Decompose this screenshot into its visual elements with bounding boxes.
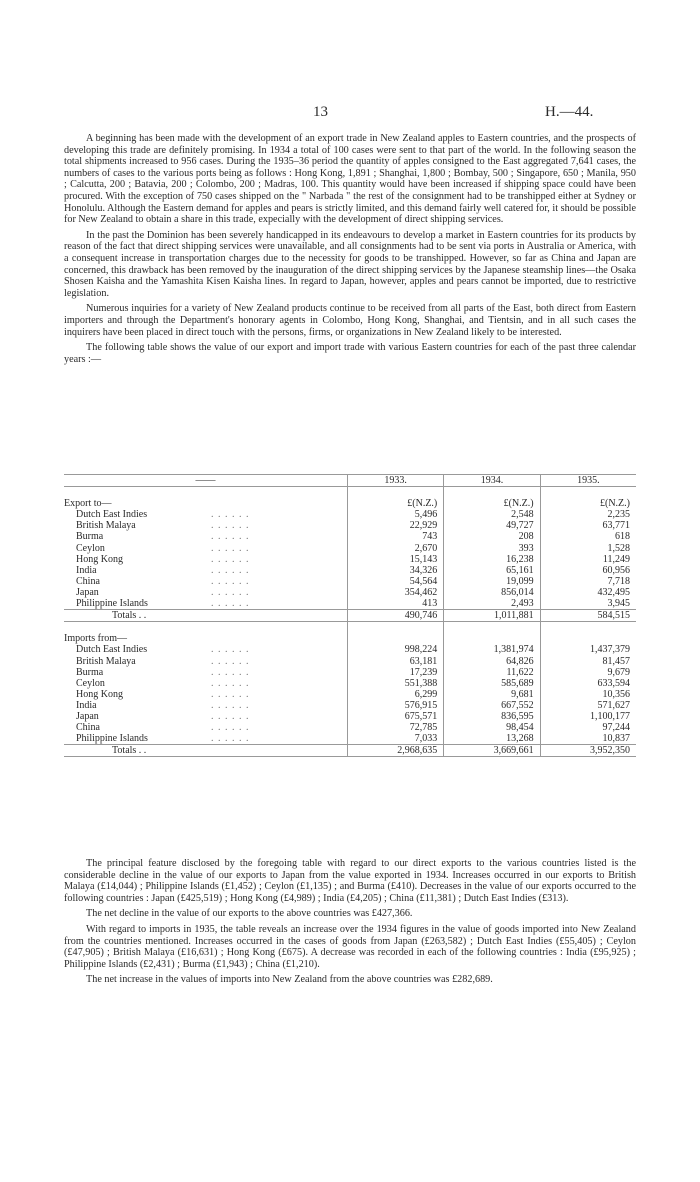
paragraph-table-intro: The following table shows the value of our export and import trade with various Eastern countries for each of the past three calendar years :— [64,342,636,365]
country-name: China [76,575,100,587]
country-name: Ceylon [76,677,105,689]
value-cell: 64,826 [444,656,540,667]
value-cell: 1,100,177 [540,711,636,722]
value-cell: 1,528 [540,543,636,554]
paragraph-import-net: The net increase in the values of imports into New Zealand from the above countries was £282,689. [86,974,493,986]
export-title-row [64,498,636,509]
import-section-title: Imports from— [64,633,128,645]
value-cell: 2,548 [444,509,540,520]
document-reference: H.—44. [545,104,594,120]
value-cell: 54,564 [347,576,443,587]
country-cell [64,678,347,689]
value-cell: 208 [444,531,540,542]
value-cell: 571,627 [540,700,636,711]
value-cell: 7,718 [540,576,636,587]
value-cell: 2,493 [444,598,540,610]
total-value: 2,968,635 [347,745,443,757]
value-cell: 17,239 [347,667,443,678]
year-header: 1933. [347,475,443,487]
value-cell: 1,437,379 [540,644,636,655]
page-header [0,104,700,124]
value-cell: 5,496 [347,509,443,520]
value-cell: 576,915 [347,700,443,711]
country-cell [64,598,347,610]
leader-dots: . . . . . . [211,520,250,532]
leader-dots: . . . . . . [211,688,250,700]
export-row [64,576,636,587]
value-cell: 65,161 [444,565,540,576]
leader-dots: . . . . . . [211,699,250,711]
value-cell: 618 [540,531,636,542]
value-cell: 10,356 [540,689,636,700]
value-cell: 856,014 [444,587,540,598]
country-cell [64,700,347,711]
trade-table [64,474,636,757]
value-cell: 34,326 [347,565,443,576]
country-name: Burma [76,666,104,678]
totals-label: Totals . . [64,610,347,622]
leader-dots: . . . . . . [211,575,250,587]
value-cell: 354,462 [347,587,443,598]
value-cell: 675,571 [347,711,443,722]
country-cell [64,509,347,520]
total-value: 1,011,881 [444,610,540,622]
country-cell [64,722,347,733]
country-cell [64,711,347,722]
country-name: India [76,564,97,576]
country-cell [64,554,347,565]
country-name: India [76,699,97,711]
paragraph-export-net: The net decline in the value of our exports to the above countries was £427,366. [86,908,413,920]
import-totals-row [64,745,636,757]
import-row [64,711,636,722]
value-cell: 6,299 [347,689,443,700]
value-cell: 743 [347,531,443,542]
country-cell [64,531,347,542]
paragraph-import-analysis: With regard to imports in 1935, the table reveals an increase over the 1934 figures in the value of goods imported into New Zealand from the countries mentioned. Increases occurred in the cases of goods from Japan (£263,582) ; Dutch East Indies (£55,405) ; Ceylon (£47,905) ; British Malaya (£16,631) ; Hong Kong (£675). A decrease was recorded in each of the following countries : India (£95,925) ; Philippine Islands (£2,431) ; Burma (£1,943) ; China (£1,210). [64,923,636,970]
country-cell [64,565,347,576]
leader-dots: . . . . . . [211,722,250,734]
country-name: Hong Kong [76,553,123,565]
country-cell [64,644,347,655]
intro-text [64,133,636,369]
value-cell: 49,727 [444,520,540,531]
table-header-row [64,475,636,487]
country-cell [64,667,347,678]
leader-dots: . . . . . . [211,586,250,598]
value-cell: 63,181 [347,656,443,667]
import-row [64,733,636,745]
export-row [64,509,636,520]
value-cell: 13,268 [444,733,540,745]
country-cell [64,656,347,667]
country-name: Japan [76,586,99,598]
unit-label: £(N.Z.) [347,498,443,509]
export-row [64,543,636,554]
value-cell: 11,622 [444,667,540,678]
total-value: 584,515 [540,610,636,622]
value-cell: 1,381,974 [444,644,540,655]
leader-dots: . . . . . . [211,542,250,554]
country-name: Japan [76,710,99,722]
value-cell: 413 [347,598,443,610]
leader-dots: . . . . . . [211,677,250,689]
import-row [64,700,636,711]
country-name: British Malaya [76,520,136,532]
value-cell: 16,238 [444,554,540,565]
country-cell [64,520,347,531]
export-row [64,598,636,610]
value-cell: 393 [444,543,540,554]
leader-dots: . . . . . . [211,598,250,610]
value-cell: 22,929 [347,520,443,531]
value-cell: 97,244 [540,722,636,733]
value-cell: 7,033 [347,733,443,745]
total-value: 3,952,350 [540,745,636,757]
value-cell: 9,679 [540,667,636,678]
export-totals-row [64,610,636,622]
unit-label: £(N.Z.) [540,498,636,509]
leader-dots: . . . . . . [211,531,250,543]
totals-label: Totals . . [64,745,347,757]
paragraph-inquiries: Numerous inquiries for a variety of New Zealand products continue to be received from all parts of the East, both direct from Eastern importers and through the Department's honorary agents in Colombo, Hong Kong, Shanghai, and Tientsin, and in all such cases the inquirers have been placed in direct touch with the persons, firms, or organizations in New Zealand likely to be interested. [64,303,636,338]
value-cell: 15,143 [347,554,443,565]
import-row [64,656,636,667]
value-cell: 836,595 [444,711,540,722]
leader-dots: . . . . . . [211,564,250,576]
country-name: Ceylon [76,542,105,554]
value-cell: 10,837 [540,733,636,745]
unit-label: £(N.Z.) [444,498,540,509]
header-dash: —— [64,475,347,487]
leader-dots: . . . . . . [211,553,250,565]
import-row [64,678,636,689]
country-name: Dutch East Indies [76,644,148,656]
leader-dots: . . . . . . [211,644,250,656]
year-header: 1934. [444,475,540,487]
value-cell: 60,956 [540,565,636,576]
country-name: Hong Kong [76,688,123,700]
value-cell: 11,249 [540,554,636,565]
country-name: Philippine Islands [76,598,148,610]
leader-dots: . . . . . . [211,733,250,745]
export-rows [64,509,636,609]
country-cell [64,587,347,598]
value-cell: 2,670 [347,543,443,554]
value-cell: 633,594 [540,678,636,689]
country-name: Philippine Islands [76,733,148,745]
page-number: 13 [313,104,328,120]
year-header: 1935. [540,475,636,487]
country-name: British Malaya [76,655,136,667]
paragraph-apple-trade: A beginning has been made with the development of an export trade in New Zealand apples to Eastern countries, and the prospects of developing this trade are definitely promising. In 1934 a total of 100 cases were sent to that part of the world. In the following season the total shipments increased to 956 cases. During the 1935–36 period the quantity of apples consigned to the East aggregated 7,641 cases, the numbers of cases to the various ports being as follows : Hong Kong, 1,891 ; Shanghai, 1,800 ; Bombay, 500 ; Singapore, 650 ; Manila, 950 ; Calcutta, 200 ; Batavia, 200 ; Colombo, 200 ; Madras, 100. This quantity would have been increased if shipping space could have been procured. With the exception of 750 cases shipped on the " Narbada " the rest of the consignment had to be transhipped either at Sydney or Honolulu. Although the Eastern demand for apples and pears is strictly limited, and this demand fairly well catered for, it should be possible for New Zealand to obtain a share in this trade, expecially with the development of direct shipping services. [64,133,636,226]
country-cell [64,689,347,700]
analysis-text [64,858,636,990]
export-row [64,520,636,531]
leader-dots: . . . . . . [211,509,250,521]
country-cell [64,543,347,554]
value-cell: 551,388 [347,678,443,689]
value-cell: 72,785 [347,722,443,733]
export-row [64,565,636,576]
country-cell [64,576,347,587]
value-cell: 432,495 [540,587,636,598]
value-cell: 63,771 [540,520,636,531]
export-row [64,587,636,598]
value-cell: 81,457 [540,656,636,667]
import-rows [64,644,636,744]
paragraph-shipping-handicap: In the past the Dominion has been severely handicapped in its endeavours to develop a market in Eastern countries for its products by reason of the fact that direct shipping services were unavailable, and all consignments had to be sent via ports in Australia or America, with a consequent increase in transportation charges due to the necessity for goods to be transhipped. However, so far as China and Japan are concerned, this drawback has been removed by the inauguration of the direct shipping services by the Japanese steamship lines—the Osaka Shosen Kaisha and the Yamashita Kisen Kaisha lines. In regard to Japan, however, apples and pears cannot be imported, due to restrictive legislation. [64,229,636,299]
country-cell [64,733,347,745]
value-cell: 667,552 [444,700,540,711]
leader-dots: . . . . . . [211,710,250,722]
value-cell: 19,099 [444,576,540,587]
export-row [64,531,636,542]
import-row [64,722,636,733]
export-section-title: Export to— [64,498,112,510]
country-name: China [76,722,100,734]
leader-dots: . . . . . . [211,655,250,667]
export-row [64,554,636,565]
paragraph-export-analysis: The principal feature disclosed by the foregoing table with regard to our direct exports to the various countries listed is the considerable decline in the value of our exports to Japan from the value exported in 1934. Increases occurred in our exports to British Malaya (£14,044) ; Philippine Islands (£1,452) ; Ceylon (£1,135) ; and Burma (£410). Decreases in the value of our exports occurred to the following countries : Japan (£425,519) ; Hong Kong (£4,989) ; India (£4,205) ; China (£11,381) ; Dutch East Indies (£313). [64,858,636,904]
leader-dots: . . . . . . [211,666,250,678]
import-row [64,644,636,655]
country-name: Burma [76,531,104,543]
value-cell: 585,689 [444,678,540,689]
value-cell: 9,681 [444,689,540,700]
value-cell: 98,454 [444,722,540,733]
country-name: Dutch East Indies [76,509,148,521]
value-cell: 998,224 [347,644,443,655]
import-row [64,667,636,678]
value-cell: 2,235 [540,509,636,520]
total-value: 490,746 [347,610,443,622]
value-cell: 3,945 [540,598,636,610]
total-value: 3,669,661 [444,745,540,757]
import-row [64,689,636,700]
import-title-row [64,633,636,644]
